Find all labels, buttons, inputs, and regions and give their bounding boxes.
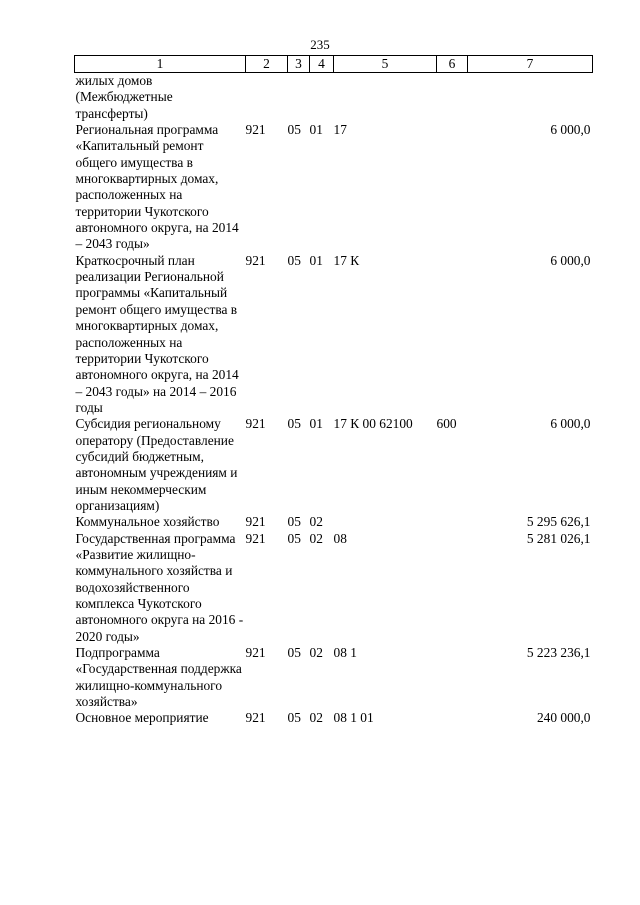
header-col-7: 7	[468, 56, 593, 73]
row-name: Государственная программа «Развитие жилищно-коммунального хозяйства и водохозяйственного комплекса Чукотского автономного округа на 2016 - 2020 годы»	[75, 530, 244, 644]
row-expense-type	[437, 253, 468, 416]
row-amount: 5 281 026,1	[526, 530, 591, 546]
header-col-3: 3	[288, 56, 310, 73]
row-name: жилых домов (Межбюджетные трансферты)	[75, 73, 173, 121]
row-name: Краткосрочный план реализации Региональной программы «Капитальный ремонт общего имущества в многоквартирных домах, расположенных на территории Чукотского автономного округа, на 2014 – 2043 годы» на 2014 – 2016 годы	[75, 252, 239, 415]
row-target-code: 08	[333, 530, 347, 546]
row-section-code	[288, 73, 310, 123]
row-target-code	[334, 73, 437, 123]
row-amount: 6 000,0	[550, 252, 591, 268]
row-expense-type	[437, 514, 468, 530]
table-row	[75, 253, 593, 416]
table-row	[75, 122, 593, 253]
budget-table	[74, 55, 593, 727]
header-col-6: 6	[437, 56, 468, 73]
row-expense-type	[437, 73, 468, 123]
header-col-1: 1	[75, 56, 246, 73]
row-subsection-code: 01	[309, 416, 323, 432]
row-ministry-code: 921	[245, 416, 266, 432]
row-amount: 6 000,0	[550, 122, 591, 138]
row-ministry-code: 921	[245, 252, 266, 268]
page-number: 235	[310, 37, 330, 52]
row-section-code: 05	[287, 530, 301, 546]
row-subsection-code	[310, 73, 334, 123]
table-row	[75, 710, 593, 726]
row-ministry-code: 921	[245, 514, 266, 530]
row-name: Основное мероприятие	[75, 710, 209, 726]
row-expense-type	[437, 122, 468, 253]
row-section-code: 05	[287, 514, 301, 530]
table-header	[75, 56, 593, 73]
row-expense-type	[437, 710, 468, 726]
row-ministry-code: 921	[245, 530, 266, 546]
row-section-code: 05	[287, 122, 301, 138]
row-target-code: 17 К 00 62100	[333, 416, 413, 432]
row-target-code	[334, 514, 437, 530]
row-target-code: 08 1 01	[333, 710, 374, 726]
row-target-code: 17	[333, 122, 347, 138]
row-ministry-code: 921	[245, 122, 266, 138]
row-ministry-code	[246, 73, 288, 123]
row-expense-type	[437, 531, 468, 645]
row-expense-type	[437, 645, 468, 710]
row-subsection-code: 02	[309, 710, 323, 726]
row-section-code: 05	[287, 416, 301, 432]
row-subsection-code: 01	[309, 122, 323, 138]
table-row	[75, 531, 593, 645]
row-amount: 5 295 626,1	[526, 514, 591, 530]
table-row	[75, 73, 593, 123]
header-col-2: 2	[246, 56, 288, 73]
row-amount: 6 000,0	[550, 416, 591, 432]
row-section-code: 05	[287, 252, 301, 268]
row-name: Субсидия региональному оператору (Предоставление субсидий бюджетным, автономным учреждениям и иным некоммерческим организациям)	[75, 416, 238, 513]
row-expense-type: 600	[436, 416, 457, 432]
row-subsection-code: 02	[309, 530, 323, 546]
header-row	[75, 56, 593, 73]
table-row	[75, 645, 593, 710]
row-amount	[468, 73, 593, 123]
row-name: Региональная программа «Капитальный ремонт общего имущества в многоквартирных домах, расположенных на территории Чукотского автономного округа, на 2014 – 2043 годы»	[75, 122, 239, 252]
row-ministry-code: 921	[245, 645, 266, 661]
row-subsection-code: 02	[309, 514, 323, 530]
row-name: Коммунальное хозяйство	[75, 514, 220, 530]
row-amount: 240 000,0	[536, 710, 591, 726]
row-name: Подпрограмма «Государственная поддержка жилищно-коммунального хозяйства»	[75, 645, 242, 710]
row-subsection-code: 01	[309, 252, 323, 268]
header-col-4: 4	[310, 56, 334, 73]
row-section-code: 05	[287, 710, 301, 726]
header-col-5: 5	[334, 56, 437, 73]
row-subsection-code: 02	[309, 645, 323, 661]
row-target-code: 17 К	[333, 252, 360, 268]
table-row	[75, 416, 593, 514]
row-amount: 5 223 236,1	[526, 645, 591, 661]
row-ministry-code: 921	[245, 710, 266, 726]
table-row	[75, 514, 593, 530]
row-target-code: 08 1	[333, 645, 357, 661]
row-section-code: 05	[287, 645, 301, 661]
